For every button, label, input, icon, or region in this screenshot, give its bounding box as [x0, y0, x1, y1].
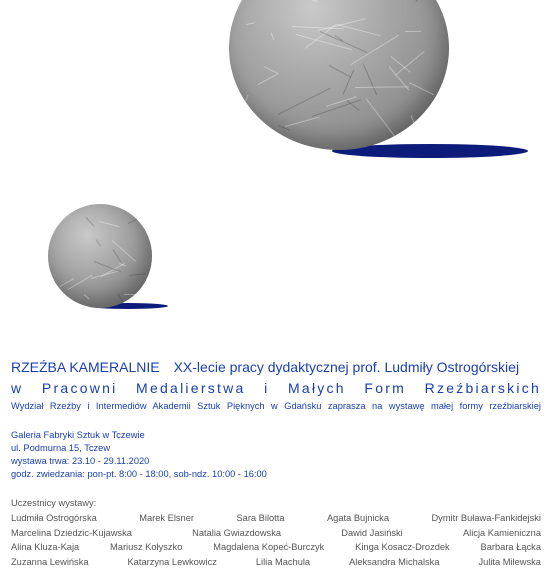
participant-name: Alina Kluza-Kaja: [11, 540, 79, 555]
participant-name: Katarzyna Lewkowicz: [127, 555, 216, 569]
participant-name: Dymitr Buława-Fankidejski: [431, 511, 541, 526]
participant-name: Kinga Kosacz-Drozdek: [355, 540, 450, 555]
exhibition-subtitle: XX-lecie pracy dydaktycznej prof. Ludmiły Ostrogórskiej: [174, 359, 519, 375]
participant-name: Dawid Jasiński: [341, 526, 402, 541]
participants-row: [11, 526, 541, 541]
participant-name: Agata Bujnicka: [327, 511, 389, 526]
small-stone-sphere-image: [48, 204, 152, 308]
participants-row: [11, 540, 541, 555]
venue-info: [11, 429, 541, 481]
participants-row: [11, 555, 541, 569]
participant-name: Zuzanna Lewińska: [11, 555, 89, 569]
participant-name: Alicja Kamieniczna: [463, 526, 541, 541]
participants-list: [11, 497, 541, 569]
exhibition-title: RZEŹBA KAMERALNIE: [11, 359, 160, 375]
participant-name: Magdalena Kopeć-Burczyk: [213, 540, 324, 555]
gallery-name: Galeria Fabryki Sztuk w Tczewie: [11, 429, 541, 442]
participant-name: Marek Elsner: [139, 511, 194, 526]
participant-name: Lilia Machula: [256, 555, 310, 569]
large-stone-sphere-image: [229, 0, 449, 150]
participant-name: Aleksandra Michalska: [349, 555, 439, 569]
opening-hours: godz. zwiedzania: pon-pt. 8:00 - 18:00, sob-ndz. 10:00 - 16:00: [11, 468, 541, 481]
participant-name: Natalia Gwiazdowska: [192, 526, 281, 541]
exhibition-dates: wystawa trwa: 23.10 - 29.11.2020: [11, 455, 541, 468]
invitation-text: Wydział Rzeźby i Intermediów Akademii Sztuk Pięknych w Gdańsku zaprasza na wystawę małej formy rzeźbiarskiej: [11, 400, 541, 412]
participant-name: Sara Bilotta: [236, 511, 284, 526]
participant-name: Marcelina Dziedzic-Kujawska: [11, 526, 132, 541]
gallery-address: ul. Podmurna 15, Tczew: [11, 442, 541, 455]
participant-name: Barbara Łącka: [481, 540, 541, 555]
participant-name: Julita Milewska: [478, 555, 541, 569]
studio-name: w Pracowni Medalierstwa i Małych Form Rzeźbiarskich: [11, 379, 541, 397]
participant-name: Mariusz Kołyszko: [110, 540, 182, 555]
participants-row: [11, 511, 541, 526]
participant-name: Ludmiła Ostrogórska: [11, 511, 97, 526]
poster-headline: [11, 358, 541, 376]
participants-heading: Uczestnicy wystawy:: [11, 497, 541, 510]
